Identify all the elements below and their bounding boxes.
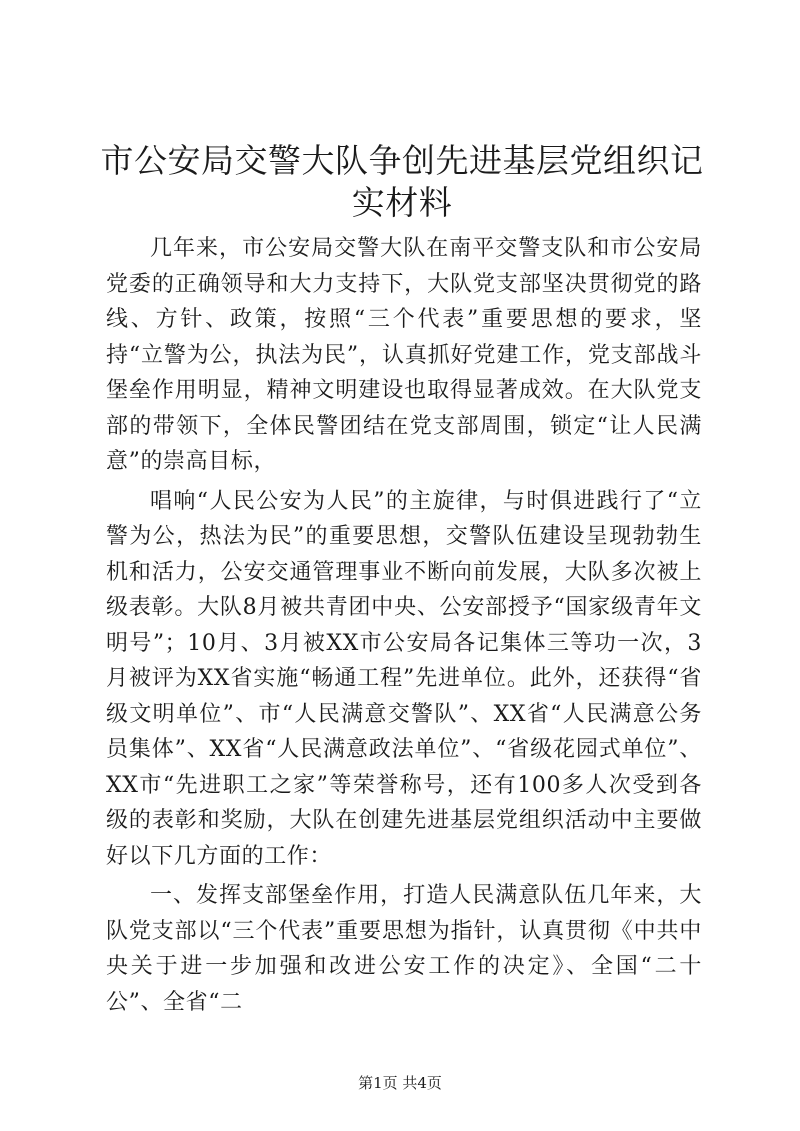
paragraph-1: 几年来，市公安局交警大队在南平交警支队和市公安局党委的正确领导和大力支持下，大队党支部坚决贯彻党的路线、方针、政策，按照“三个代表”重要思想的要求，坚持“立警为公，执法为民”，认真抓好党建工作，党支部战斗堡垒作用明显，精神文明建设也取得显著成效。在大队党支部的带领下，全体民警团结在党支部周围，锁定“让人民满意”的崇高目标，	[106, 236, 702, 474]
document-title: 市公安局交警大队争创先进基层党组织记实材料	[100, 141, 704, 222]
paragraph-2: 唱响“人民公安为人民”的主旋律，与时俱进践行了“立警为公，热法为民”的重要思想，交警队伍建设呈现勃勃生机和活力，公安交通管理事业不断向前发展，大队多次被上级表彰。大队8月被共青团中央、公安部授予“国家级青年文明号”；10月、3月被XX市公安局各记集体三等功一次，3月被评为XX省实施“畅通工程”先进单位。此外，还获得“省级文明单位”、市“人民满意交警队”、XX省“人民满意公务员集体”、XX省“人民满意政法单位”、“省级花园式单位”、XX市“先进职工之家”等荣誉称号，还有100多人次受到各级的表彰和奖励，大队在创建先进基层党组织活动中主要做好以下几方面的工作：	[106, 488, 702, 869]
page-number-footer: 第1页 共4页	[358, 1074, 442, 1092]
document-body	[106, 231, 702, 1024]
paragraph-3: 一、发挥支部堡垒作用，打造人民满意队伍几年来，大队党支部以“三个代表”重要思想为指针，认真贯彻《中共中央关于进一步加强和改进公安工作的决定》、全国“二十公”、全省“二	[106, 883, 702, 1015]
